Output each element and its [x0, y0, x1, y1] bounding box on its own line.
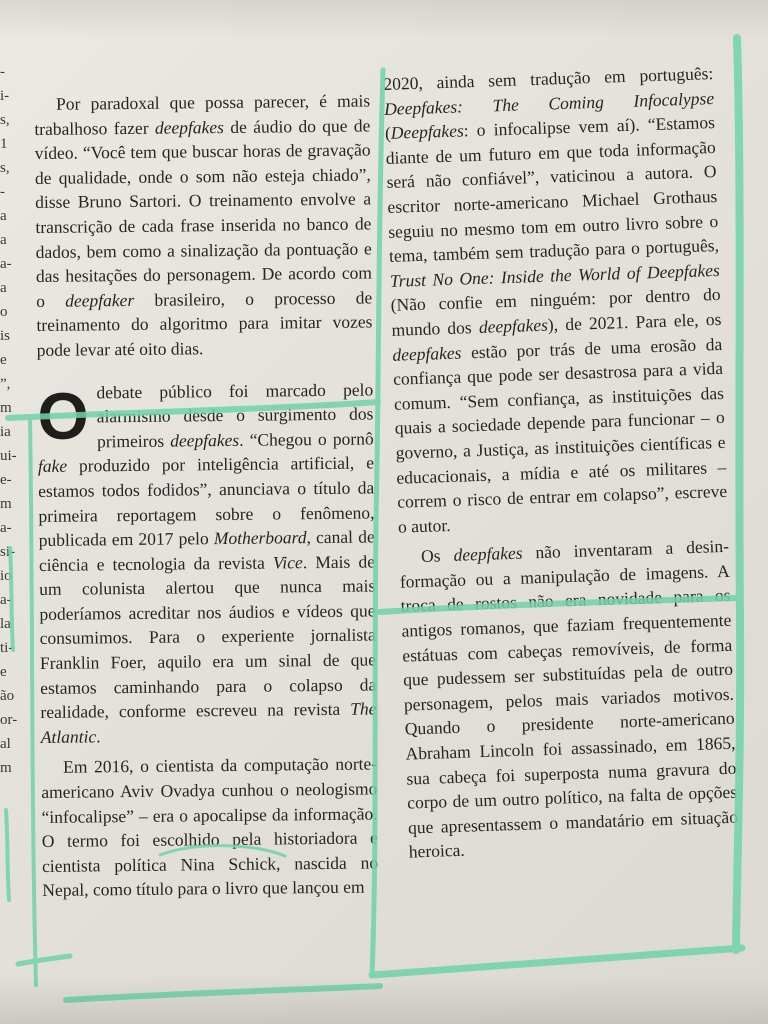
margin-fragment: al — [0, 736, 11, 752]
margin-fragment: - — [0, 184, 5, 200]
text-run: debate público foi marcado pelo alarmismo desde o surgimento dos primeiros — [96, 378, 374, 452]
page-shadow-top — [0, 0, 768, 40]
margin-fragment: a- — [0, 256, 12, 272]
paragraph-public-debate — [37, 377, 377, 749]
margin-fragment: m — [0, 400, 12, 416]
margin-fragment: i- — [0, 88, 10, 104]
paragraph-audio-deepfakes — [34, 88, 373, 362]
italic-term: deepfakes — [478, 314, 549, 337]
paragraph-infocalypse — [41, 752, 379, 903]
margin-fragment: ”, — [0, 376, 11, 392]
italic-term: deepfakes — [453, 542, 523, 566]
margin-fragment: a- — [0, 520, 12, 536]
italic-term: fake — [37, 455, 68, 477]
italic-term: Vice — [272, 551, 303, 573]
margin-fragment: - — [0, 64, 5, 80]
margin-fragment: ão — [0, 688, 15, 704]
text-run: 2020, ainda sem tradução em português: — [383, 63, 714, 94]
margin-fragment: e- — [0, 472, 12, 488]
italic-term: Trust No One: Inside the World of Deepfakes — [389, 259, 721, 291]
italic-term: The Atlantic — [40, 698, 377, 747]
margin-fragment: ti- — [0, 640, 14, 656]
margin-fragment: si- — [0, 544, 15, 560]
text-run: ), de 2021. Para ele, os — [547, 308, 722, 335]
text-run: . “Chegou o pornô — [239, 428, 374, 450]
margin-fragment: a — [0, 280, 7, 296]
text-run: Por paradoxal que possa parecer, é mais trabalhoso fazer — [34, 90, 371, 139]
margin-fragment: 1 — [0, 136, 8, 152]
left-text-column — [34, 88, 379, 908]
margin-fragment: o — [0, 304, 8, 320]
italic-term: deepfakes — [392, 342, 462, 365]
margin-fragment: a — [0, 208, 7, 224]
text-run: estão por trás de uma erosão da confiança que pode ser desastrosa para a vida comum. “Sem confiança, as instituições das quais a sociedade depende para funcionar – o governo, a Justiça, as instituições científicas e educacionais, a mídia e até os militares – correm o risco de entrar em colapso”, escreve o autor. — [392, 333, 728, 537]
margin-fragment: e — [0, 664, 7, 680]
text-run: , canal de ciência e tecnologia da revista — [38, 526, 375, 575]
text-run: (Não confie em ninguém: por dentro do mundo dos — [390, 284, 721, 340]
page-shadow-bottom — [0, 974, 768, 1024]
paragraph-books — [383, 61, 728, 539]
text-run: Os — [420, 545, 454, 567]
text-run: produzido por inteligência artificial, e estamos todos fodidos”, anunciava o título da primeira reportagem sobre o fenômeno, publicada em 2017 pelo — [38, 452, 375, 551]
text-run: de áudio do que de vídeo. “Você tem que buscar horas de gravação de qualidade, onde o som não esteja chiado”, disse Bruno Sartori. O treinamento envolve a transcrição de cada frase inserida no banco de dados, bem como a sinalização da pontuação e das hesitações do personagem. De acordo com o — [34, 115, 373, 311]
drop-cap: O — [37, 377, 90, 453]
text-run: não inventaram a desinformação ou a manipulação de imagens. A troca de rostos não era novidade para os antigos romanos, que faziam frequentemente estátuas com cabeças removíveis, de forma que pudessem ser substituídas pela de outro personagem, pelos mais variados motivos. Quando o presidente norte-americano Abraham Lincoln foi assassinado, em 1865, sua cabeça foi superposta numa gravura do corpo de um outro político, na falta de opções que apresentassem o mandatário em situação heroica. — [399, 536, 739, 862]
text-run: . Mais de um colunista alertou que nunca mais poderíamos acreditar nos áudios e vídeos que consumimos. Para o experiente jornalista Franklin Foer, aquilo era um sinal de que estamos caminhando para o colapso da realidade, conforme escreveu na revista — [39, 551, 377, 723]
italic-term: Deepfakes — [390, 120, 465, 143]
margin-fragment: or- — [0, 712, 18, 728]
paragraph-history-manipulation — [399, 534, 739, 864]
margin-fragment: ui- — [0, 448, 17, 464]
margin-fragment: e — [0, 352, 7, 368]
previous-page-margin-fragments — [0, 60, 30, 980]
margin-fragment: ia — [0, 424, 11, 440]
margin-fragment: a- — [0, 592, 12, 608]
italic-term: Motherboard — [213, 527, 307, 549]
text-run: brasileiro, o processo de treinamento do algoritmo para imitar vozes pode levar até oito dias. — [36, 287, 373, 360]
margin-fragment: io — [0, 568, 12, 584]
margin-fragment: m — [0, 760, 12, 776]
highlighter-stroke — [30, 418, 36, 985]
italic-term: deepfakes — [170, 429, 240, 451]
italic-term: deepfakes — [154, 116, 225, 138]
margin-fragment: is — [0, 328, 11, 344]
text-run: : o infocalipse vem aí). “Estamos diante de um futuro em que toda informação será não confiável”, vaticinou a autora. O escritor norte-americano Michael Grothaus seguiu no mesmo tom em outro livro sobre o tema, também sem tradução para o português, — [385, 112, 720, 267]
text-run: Em 2016, o cientista da computação norte-americano Aviv Ovadya cunhou o neologismo “infocalipse” – era o apocalipse da informação. O termo foi escolhido pela historiadora e cientista política Nina Schick, nascida no Nepal, como título para o livro que lançou em — [41, 753, 379, 901]
margin-fragment: s, — [0, 160, 10, 176]
highlighter-stroke — [372, 948, 742, 975]
margin-fragment: la — [0, 616, 11, 632]
italic-term: Deepfakes: The Coming Infocalypse — [383, 87, 715, 119]
italic-term: deepfaker — [65, 289, 135, 311]
margin-fragment: a — [0, 232, 7, 248]
margin-fragment: m — [0, 496, 12, 512]
right-text-column — [383, 61, 739, 871]
text-run: ( — [384, 122, 392, 144]
text-run: . — [96, 726, 101, 747]
margin-fragment: s, — [0, 112, 10, 128]
